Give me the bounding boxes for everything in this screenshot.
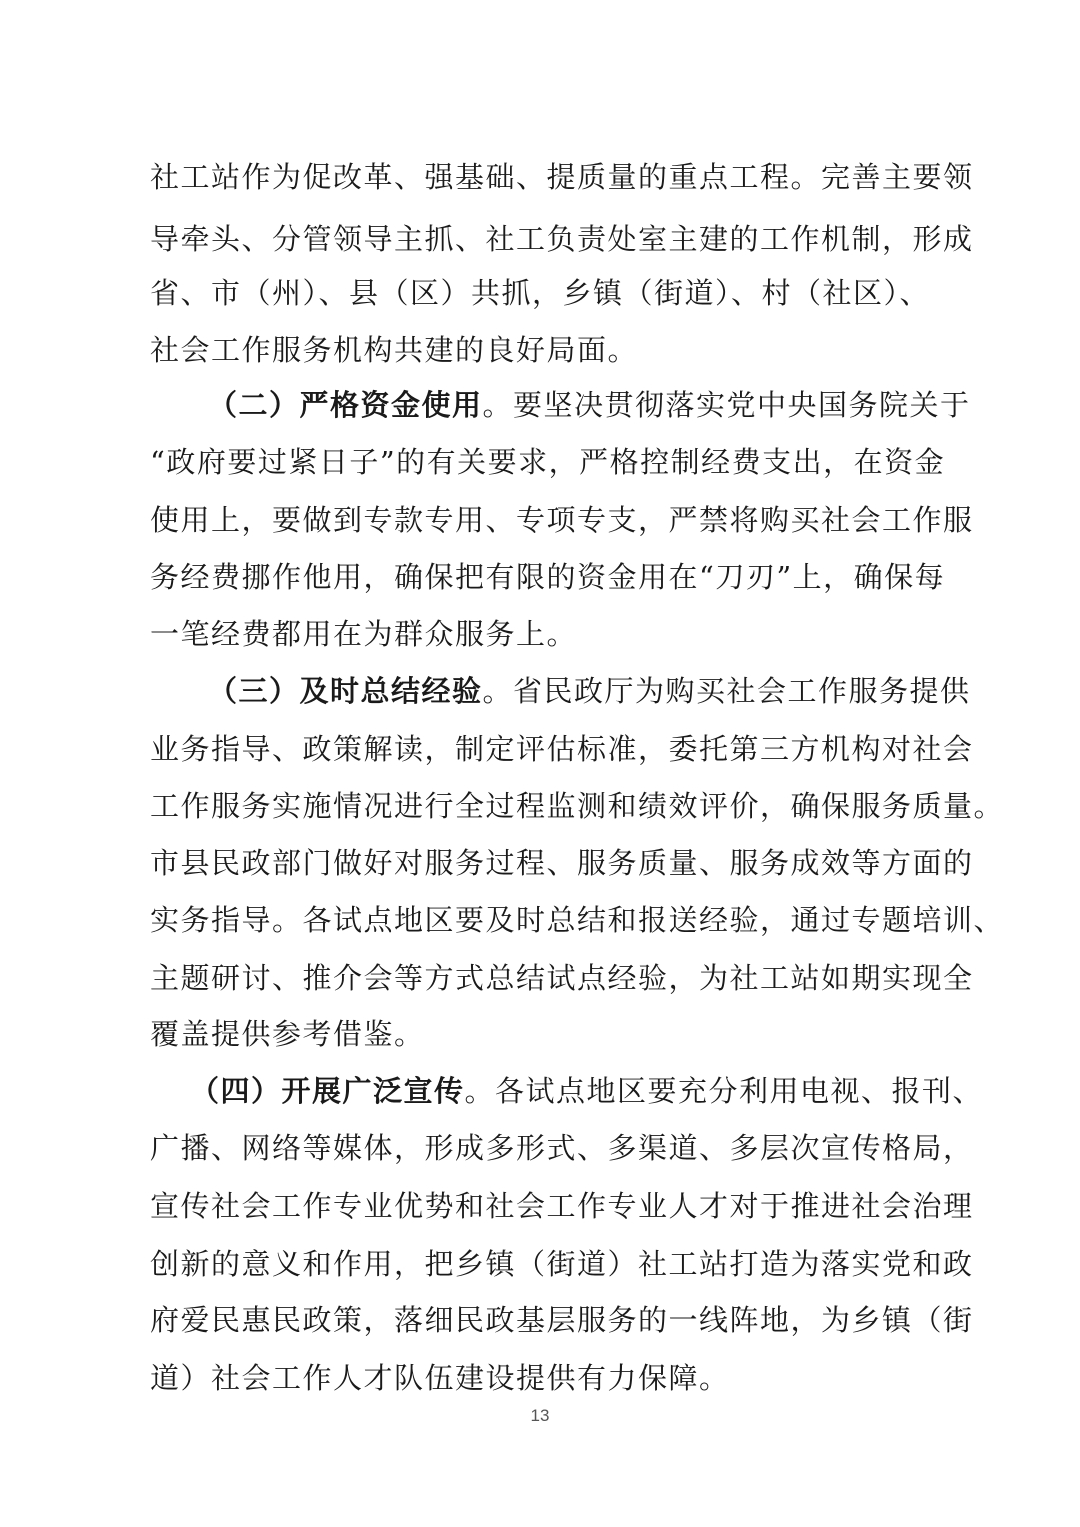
paragraph-line: “政府要过紧日子”的有关要求，严格控制经费支出，在资金	[150, 445, 946, 479]
section-three-first-line	[208, 671, 971, 711]
paragraph-line: 社工站作为促改革、强基础、提质量的重点工程。完善主要领	[150, 160, 974, 194]
paragraph-line: 使用上，要做到专款专用、专项专支，严禁将购买社会工作服	[150, 503, 974, 537]
paragraph-line: 务经费挪作他用，确保把有限的资金用在“刀刃”上，确保每	[150, 560, 946, 594]
paragraph-line: 市县民政部门做好对服务过程、服务质量、服务成效等方面的	[150, 846, 974, 880]
paragraph-line: 一笔经费都用在为群众服务上。	[150, 617, 578, 651]
paragraph-line: 道）社会工作人才队伍建设提供有力保障。	[150, 1361, 730, 1395]
paragraph-line: 主题研讨、推介会等方式总结试点经验，为社工站如期实现全	[150, 961, 974, 995]
section-four-first-line	[190, 1071, 984, 1111]
section-two-first-line	[208, 385, 971, 425]
paragraph-line: 导牵头、分管领导主抓、社工负责处室主建的工作机制，形成	[150, 222, 974, 256]
paragraph-line: 覆盖提供参考借鉴。	[150, 1017, 425, 1051]
paragraph-line: 省、市（州）、县（区）共抓，乡镇（街道）、村（社区）、	[150, 276, 931, 310]
section-four-heading: （四）开展广泛宣传	[190, 1074, 465, 1108]
paragraph-line: 实务指导。各试点地区要及时总结和报送经验，通过专题培训、	[150, 903, 1005, 937]
page-number: 13	[530, 1406, 550, 1425]
section-four-first-line-text: 。各试点地区要充分利用电视、报刊、	[464, 1074, 984, 1108]
paragraph-line: 业务指导、政策解读，制定评估标准，委托第三方机构对社会	[150, 732, 974, 766]
section-three-first-line-text: 。省民政厅为购买社会工作服务提供	[482, 674, 971, 708]
paragraph-line: 广播、网络等媒体，形成多形式、多渠道、多层次宣传格局，	[150, 1131, 974, 1165]
paragraph-line: 创新的意义和作用，把乡镇（街道）社工站打造为落实党和政	[150, 1247, 974, 1281]
section-two-first-line-text: 。要坚决贯彻落实党中央国务院关于	[482, 388, 971, 422]
paragraph-line: 宣传社会工作专业优势和社会工作专业人才对于推进社会治理	[150, 1189, 974, 1223]
paragraph-line: 府爱民惠民政策，落细民政基层服务的一线阵地，为乡镇（街	[150, 1303, 974, 1337]
paragraph-line: 社会工作服务机构共建的良好局面。	[150, 333, 639, 367]
section-two-heading: （二）严格资金使用	[208, 388, 483, 422]
section-three-heading: （三）及时总结经验	[208, 674, 483, 708]
paragraph-line: 工作服务实施情况进行全过程监测和绩效评价，确保服务质量。	[150, 789, 1005, 823]
